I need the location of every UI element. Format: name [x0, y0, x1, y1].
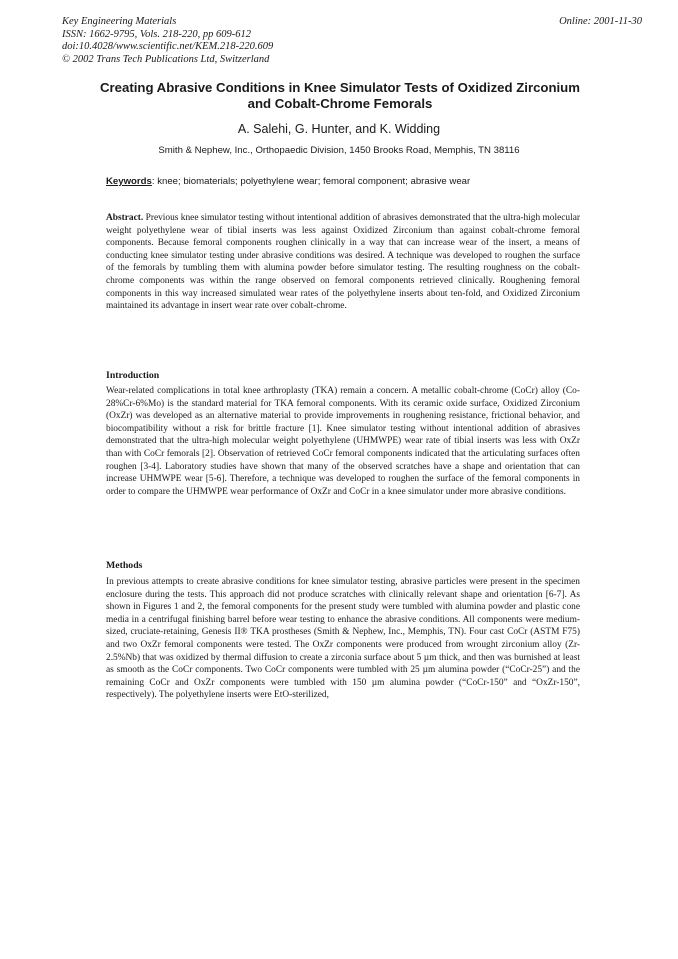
introduction-section	[106, 385, 580, 498]
introduction-paragraph: Wear-related complications in total knee arthroplasty (TKA) remain a concern. A metallic cobalt-chrome (CoCr) alloy (Co-28%Cr-6%Mo) is the standard material for TKA femoral components. With its ceramic oxide surface, Oxidized Zirconium (OxZr) was developed as an alternative material to provide improvements in roughening resistance, frictional behavior, and biocompatibility without a risk for brittle fracture [1]. Knee simulator testing without intentional addition of abrasives demonstrated that the ultra-high molecular weight polyethylene (UHMWPE) wear rate of tibial inserts was less with OxZr than with CoCr femorals [2]. Observation of retrieved CoCr femoral components indicated that the articulating surfaces often roughen [3-4]. Laboratory studies have shown that many of the observed scratches have a shape and orientation that can increase UHMWPE wear [5-6]. Therefore, a technique was developed to roughen the surface of the femoral components in order to compare the UHMWPE wear performance of OxZr and CoCr in a knee simulator under more abrasive conditions.	[106, 386, 580, 497]
online-date: Online: 2001-11-30	[559, 16, 642, 27]
issn-line: ISSN: 1662-9795, Vols. 218-220, pp 609-612	[62, 28, 251, 40]
authors: A. Salehi, G. Hunter, and K. Widding	[237, 122, 441, 136]
keywords-label: Keywords	[106, 176, 152, 187]
copyright-line: © 2002 Trans Tech Publications Ltd, Switzerland	[62, 53, 270, 65]
abstract-text: Previous knee simulator testing without intentional addition of abrasives demonstrated that the ultra-high molecular weight polyethylene wear of tibial inserts was less against Oxidized Zirconium than against cobalt-chrome femoral components. Because femoral components roughen clinically in a way that can increase wear of the insert, a means of conducting knee simulator testing under abrasive conditions was desired. A technique was developed to roughen the surface of the femorals by tumbling them with alumina powder before simulator testing. The resulting roughness on the cobalt-chrome components was within the range observed on femoral components retrieved clinically. Roughening femoral components in this way increased simulated wear rates of the polyethylene inserts about ten-fold, and Oxidized Zirconium maintained its advantage in insert wear rate over cobalt-chrome.	[106, 213, 580, 312]
affiliation: Smith & Nephew, Inc., Orthopaedic Division, 1450 Brooks Road, Memphis, TN 38116	[158, 145, 520, 156]
introduction-heading: Introduction	[106, 370, 160, 381]
abstract-paragraph	[106, 212, 580, 313]
methods-heading: Methods	[106, 560, 143, 571]
methods-paragraph: In previous attempts to create abrasive conditions for knee simulator testing, abrasive particles were present in the specimen enclosure during the tests. This approach did not produce scratches with clinically relevant shape and orientation [6-7]. As shown in Figures 1 and 2, the femoral components for the present study were tumbled with alumina powder and plastic cone media in a centrifugal finishing barrel before wear testing to enhance the abrasive conditions. All components were medium-sized, cruciate-retaining, Genesis II® TKA prostheses (Smith & Nephew, Inc., Memphis, TN). Four cast CoCr (ASTM F75) and two OxZr femoral components were tested. The OxZr components were produced from wrought zirconium alloy (Zr-2.5%Nb) that was oxidized by thermal diffusion to create a zirconia surface about 5 µm thick, and then was burnished at least as smooth as the CoCr components. Two CoCr components were tumbled with 25 µm alumina powder (“CoCr-25”) and the remaining CoCr and OxZr components were tumbled with 150 µm alumina powder (“CoCr-150” and “OxZr-150”, respectively). The polyethylene inserts were EtO-sterilized,	[106, 577, 580, 701]
methods-section	[106, 576, 580, 702]
doi-line: doi:10.4028/www.scientific.net/KEM.218-220.609	[62, 41, 274, 52]
abstract-section	[106, 212, 580, 313]
keywords-text: : knee; biomaterials; polyethylene wear; femoral component; abrasive wear	[151, 176, 471, 187]
keywords	[106, 176, 586, 187]
journal-name: Key Engineering Materials	[62, 16, 177, 27]
journal-header	[62, 16, 642, 66]
abstract-label: Abstract.	[106, 213, 144, 223]
paper-title: Creating Abrasive Conditions in Knee Simulator Tests of Oxidized Zirconium and Cobalt-Chrome Femorals	[100, 80, 580, 111]
